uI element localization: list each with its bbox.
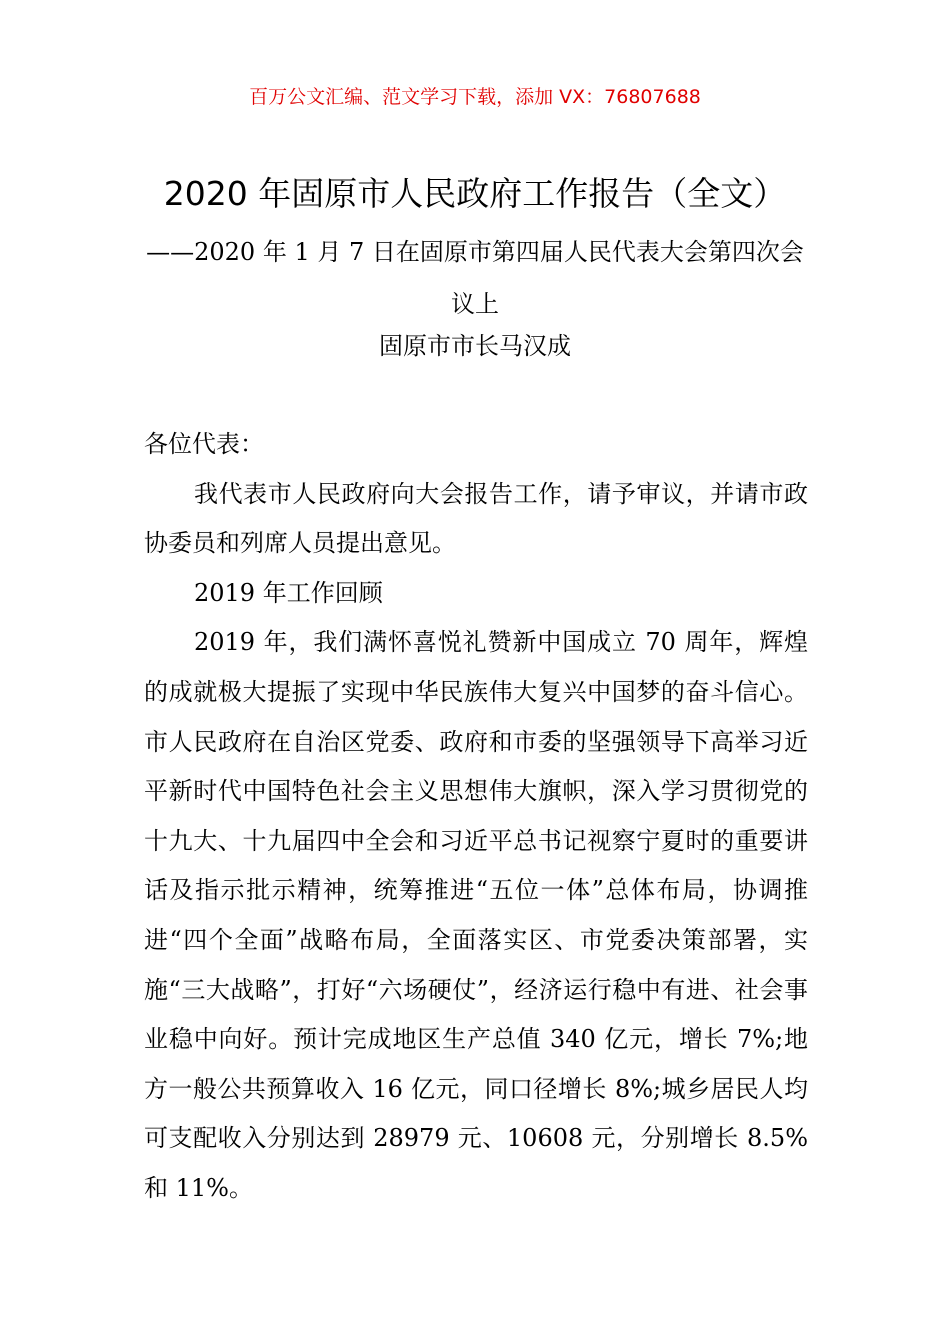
document-subtitle: ——2020 年 1 月 7 日在固原市第四届人民代表大会第四次会议上 bbox=[146, 238, 804, 318]
document-title: 2020 年固原市人民政府工作报告（全文） bbox=[163, 174, 787, 213]
document-author: 固原市市长马汉成 bbox=[379, 332, 571, 360]
paragraph-intro: 我代表市人民政府向大会报告工作，请予审议，并请市政协委员和列席人员提出意见。 bbox=[144, 479, 808, 558]
document-body bbox=[144, 420, 808, 1214]
paragraph-review: 2019 年，我们满怀喜悦礼赞新中国成立 70 周年，辉煌的成就极大提振了实现中华民族伟大复兴中国梦的奋斗信心。市人民政府在自治区党委、政府和市委的坚强领导下高举习近平新时代中国特色社会主义思想伟大旗帜，深入学习贯彻党的十九大、十九届四中全会和习近平总书记视察宁夏时的重要讲话及指示批示精神，统筹推进“五位一体”总体布局，协调推进“四个全面”战略布局，全面落实区、市党委决策部署，实施“三大战略”，打好“六场硬仗”，经济运行稳中有进、社会事业稳中向好。预计完成地区生产总值 340 亿元，增长 7%;地方一般公共预算收入 16 亿元，同口径增长 8%;城乡居民人均可支配收入分别达到 28979 元、10608 元，分别增长 8.5%和 11%。 bbox=[144, 628, 808, 1202]
salutation: 各位代表： bbox=[144, 430, 264, 458]
watermark-banner: 百万公文汇编、范文学习下载，添加 VX：76807688 bbox=[249, 86, 701, 108]
section-heading: 2019 年工作回顾 bbox=[194, 578, 383, 607]
